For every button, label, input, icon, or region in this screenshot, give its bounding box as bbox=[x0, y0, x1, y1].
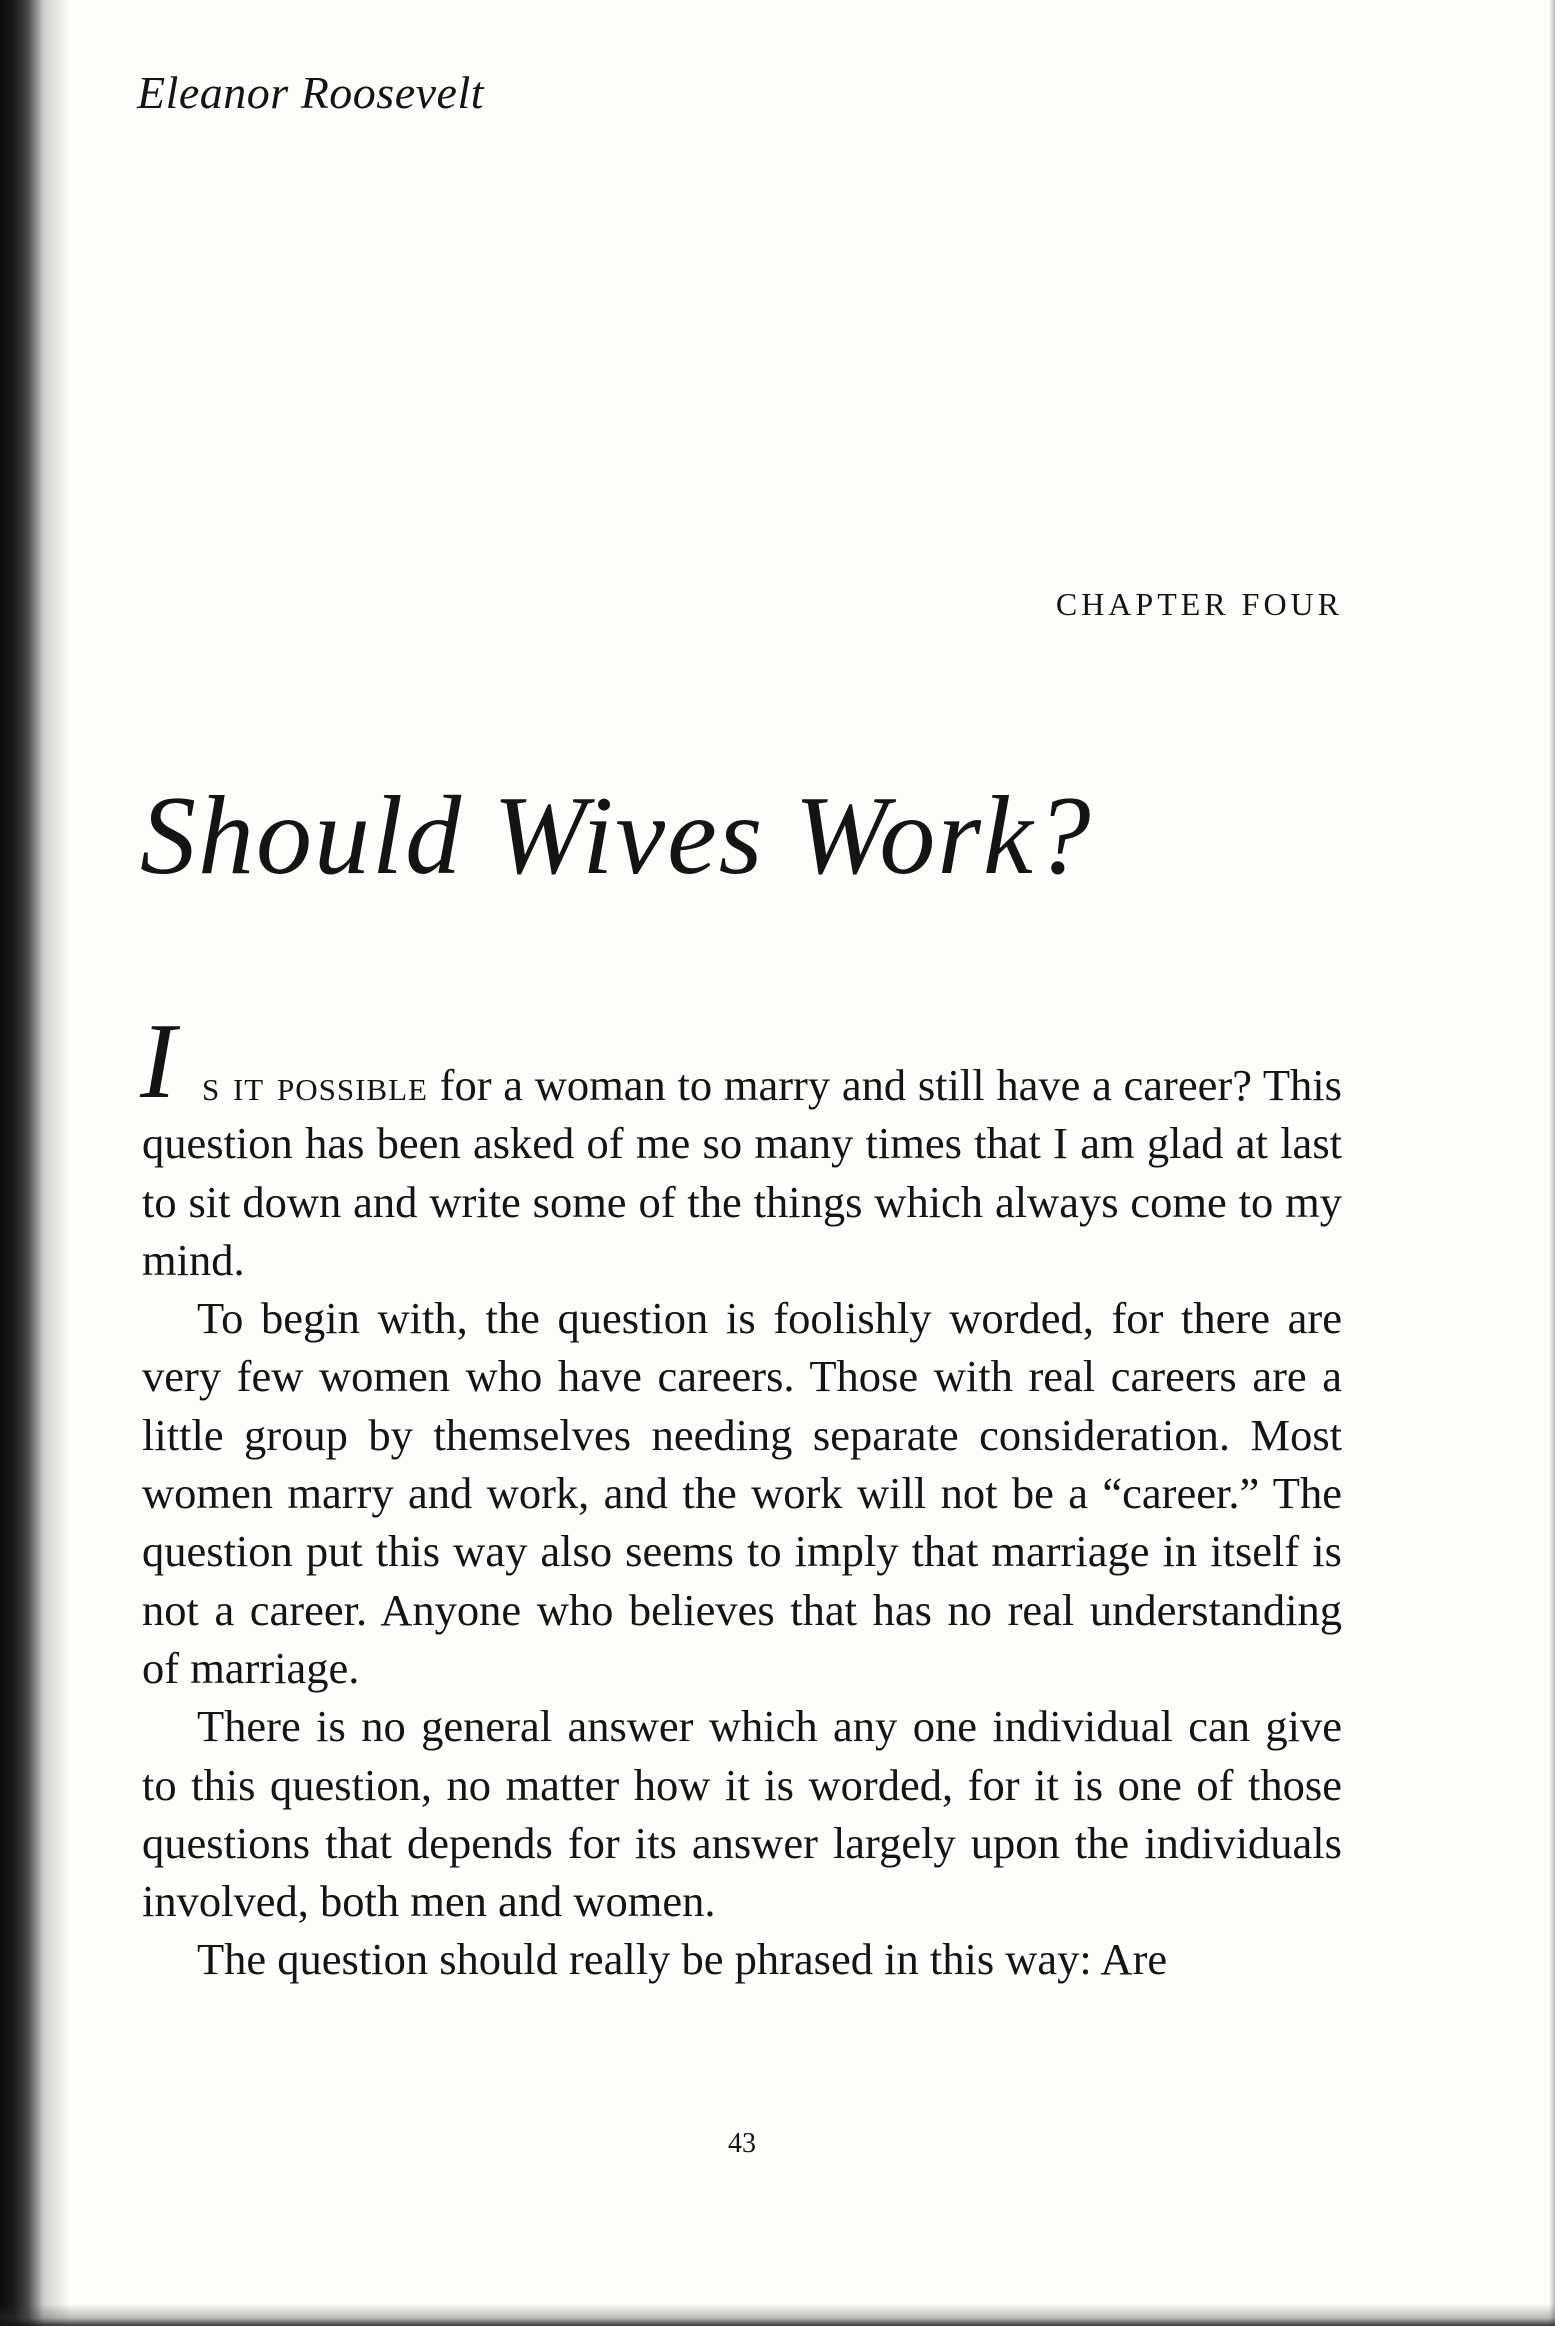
chapter-label: CHAPTER FOUR bbox=[1055, 586, 1343, 622]
drop-cap: I bbox=[140, 1002, 176, 1121]
paragraph-1 bbox=[142, 1056, 1342, 1289]
paragraph-3: There is no general answer which any one individual can give to this question, no matter how it is worded, for it is one of those questions that depends for its answer largely upon the individuals involved, both men and women. bbox=[142, 1701, 1342, 1927]
page-bottom-shadow bbox=[0, 2304, 1555, 2326]
page-number: 43 bbox=[728, 2128, 756, 2159]
lead-small-caps: s it possible bbox=[202, 1060, 428, 1110]
binding-shadow bbox=[0, 0, 70, 2326]
chapter-title: Should Wives Work? bbox=[140, 774, 1093, 898]
body-text bbox=[142, 1056, 1342, 1989]
paragraph-2: To begin with, the question is foolishly worded, for there are very few women who have careers. Those with real careers are a little group by themselves needing separate consideration. Most women marry and work, and the work will not be a “career.” The question put this way also seems to imply that marriage in itself is not a career. Anyone who believes that has no real understanding of marriage. bbox=[142, 1293, 1342, 1693]
paragraph-1-text: for a woman to marry and still have a career? This question has been asked of me so many times that I am glad at last to sit down and write some of the things which always come to my mind. bbox=[142, 1060, 1342, 1285]
page-right-edge bbox=[1549, 0, 1555, 2326]
paragraph-4: The question should really be phrased in this way: Are bbox=[197, 1934, 1168, 1985]
running-head: Eleanor Roosevelt bbox=[137, 67, 485, 118]
